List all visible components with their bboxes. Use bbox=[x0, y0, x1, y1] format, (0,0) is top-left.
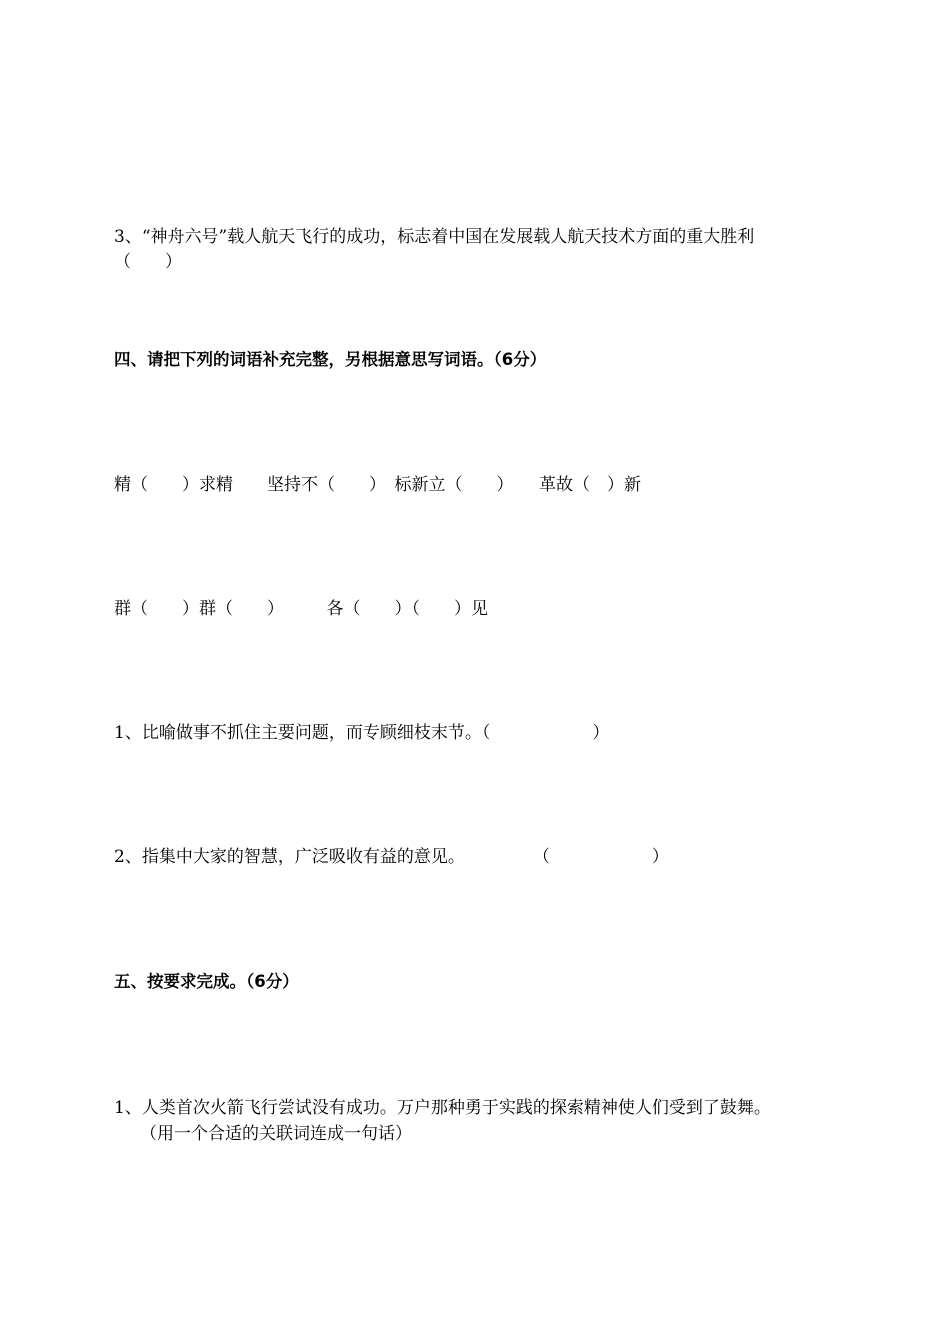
section-4-item-2: 2、指集中大家的智慧，广泛吸收有益的意见。 （ ） bbox=[114, 847, 669, 867]
question-3-text: 3、“神舟六号”载人航天飞行的成功，标志着中国在发展载人航天技术方面的重大胜利 bbox=[114, 227, 755, 247]
section-5-item-1-instruction: （用一个合适的关联词连成一句话） bbox=[140, 1124, 412, 1144]
section-4-item-1: 1、比喻做事不抓住主要问题，而专顾细枝末节。（ ） bbox=[114, 723, 610, 743]
section-4-heading: 四、请把下列的词语补充完整，另根据意思写词语。（6分） bbox=[114, 350, 547, 369]
section-5-item-1-text: 1、人类首次火箭飞行尝试没有成功。万户那种勇于实践的探索精神使人们受到了鼓舞。 bbox=[114, 1098, 771, 1118]
idiom-fill-row-2: 群（ ）群（ ） 各（ ）（ ）见 bbox=[114, 599, 488, 619]
section-5-heading: 五、按要求完成。（6分） bbox=[114, 972, 299, 991]
question-3-answer-blank: （ ） bbox=[114, 252, 182, 272]
idiom-fill-row-1: 精（ ）求精 坚持不（ ） 标新立（ ） 革故（ ）新 bbox=[114, 475, 641, 495]
